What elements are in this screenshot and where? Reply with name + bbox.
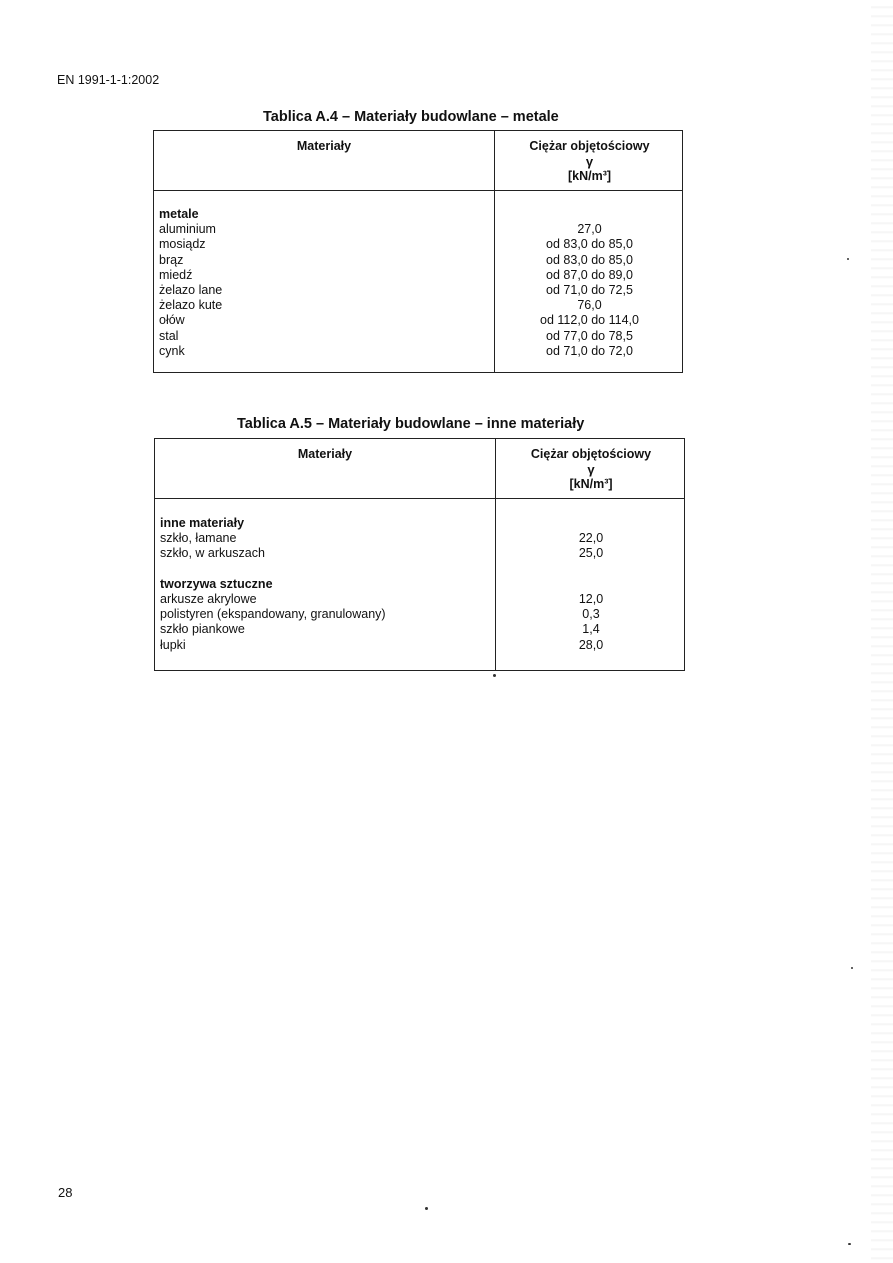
page-number: 28 — [58, 1185, 73, 1200]
table-a4-value: 76,0 — [577, 298, 602, 313]
table-a5-header-material: Materiały — [297, 447, 353, 461]
table-a4-header-divider — [154, 190, 682, 191]
table-a5-material: arkusze akrylowe — [160, 591, 257, 606]
table-a4-header-weight — [495, 139, 684, 184]
table-a5-group-label: tworzywa sztuczne — [160, 576, 273, 591]
table-a4-header-weight-label: Ciężar objętościowy — [529, 139, 650, 153]
table-a4-material: miedź — [159, 267, 193, 282]
table-a5-group-label: inne materiały — [160, 516, 245, 530]
table-a4-header-material: Materiały — [296, 139, 352, 153]
table-a4-material: żelazo lane — [159, 282, 223, 297]
table-a4-material: brąz — [159, 252, 184, 267]
table-a5-caption: Tablica A.5 – Materiały budowlane – inne materiały — [237, 416, 585, 432]
table-a4-header-unit: [kN/m³] — [567, 169, 612, 183]
table-a4-value: od 87,0 do 89,0 — [546, 267, 633, 282]
table-a4-value: od 71,0 do 72,0 — [546, 343, 633, 358]
scan-speck — [493, 674, 496, 677]
table-a4-value: od 83,0 do 85,0 — [546, 252, 633, 267]
scan-edge-artifact — [871, 0, 893, 1263]
table-a4-value: od 71,0 do 72,5 — [546, 282, 633, 297]
table-a5-value-column — [496, 516, 686, 653]
table-a4 — [153, 130, 683, 373]
scan-speck — [848, 1243, 851, 1245]
scan-speck — [851, 967, 853, 969]
table-a5-header-symbol: γ — [587, 462, 595, 477]
table-a5-value: 22,0 — [578, 531, 604, 546]
table-a4-value: od 112,0 do 114,0 — [540, 313, 639, 328]
table-a4-value: 27,0 — [577, 222, 602, 237]
table-a4-value: od 83,0 do 85,0 — [546, 237, 633, 252]
table-a4-header-symbol: γ — [585, 154, 594, 169]
table-a4-value-column — [495, 207, 684, 359]
table-a5 — [154, 438, 685, 671]
table-a5-value: 12,0 — [578, 591, 604, 606]
table-a5-header-weight — [496, 447, 686, 492]
table-a4-group-label: metale — [159, 207, 199, 221]
table-a5-material: szkło piankowe — [160, 622, 245, 637]
table-a5-material: polistyren (ekspandowany, granulowany) — [160, 607, 386, 622]
table-a5-material: szkło, łamane — [160, 531, 237, 546]
table-a5-value: 1,4 — [582, 622, 600, 637]
table-a5-header-divider — [155, 498, 684, 499]
table-a4-material: cynk — [159, 343, 185, 358]
table-a4-caption: Tablica A.4 – Materiały budowlane – metale — [263, 109, 559, 125]
table-a4-value: od 77,0 do 78,5 — [546, 328, 633, 343]
table-a5-value: 0,3 — [582, 607, 600, 622]
table-a5-header-unit: [kN/m³] — [569, 477, 613, 491]
table-a4-material: stal — [159, 328, 179, 343]
table-a5-header-weight-label: Ciężar objętościowy — [530, 447, 652, 461]
table-a4-material-column — [159, 207, 489, 359]
table-a4-material: żelazo kute — [159, 298, 223, 313]
table-a4-material: aluminium — [159, 222, 216, 237]
scan-speck — [847, 258, 849, 260]
table-a4-material: ołów — [159, 313, 185, 328]
table-a5-material-column — [160, 516, 490, 653]
table-a5-value: 25,0 — [578, 546, 604, 561]
table-a4-material: mosiądz — [159, 237, 206, 252]
table-a5-material: szkło, w arkuszach — [160, 546, 265, 561]
scan-speck — [425, 1207, 428, 1210]
document-id: EN 1991-1-1:2002 — [57, 73, 160, 87]
table-a5-material: łupki — [160, 637, 186, 652]
table-a5-value: 28,0 — [578, 637, 604, 652]
